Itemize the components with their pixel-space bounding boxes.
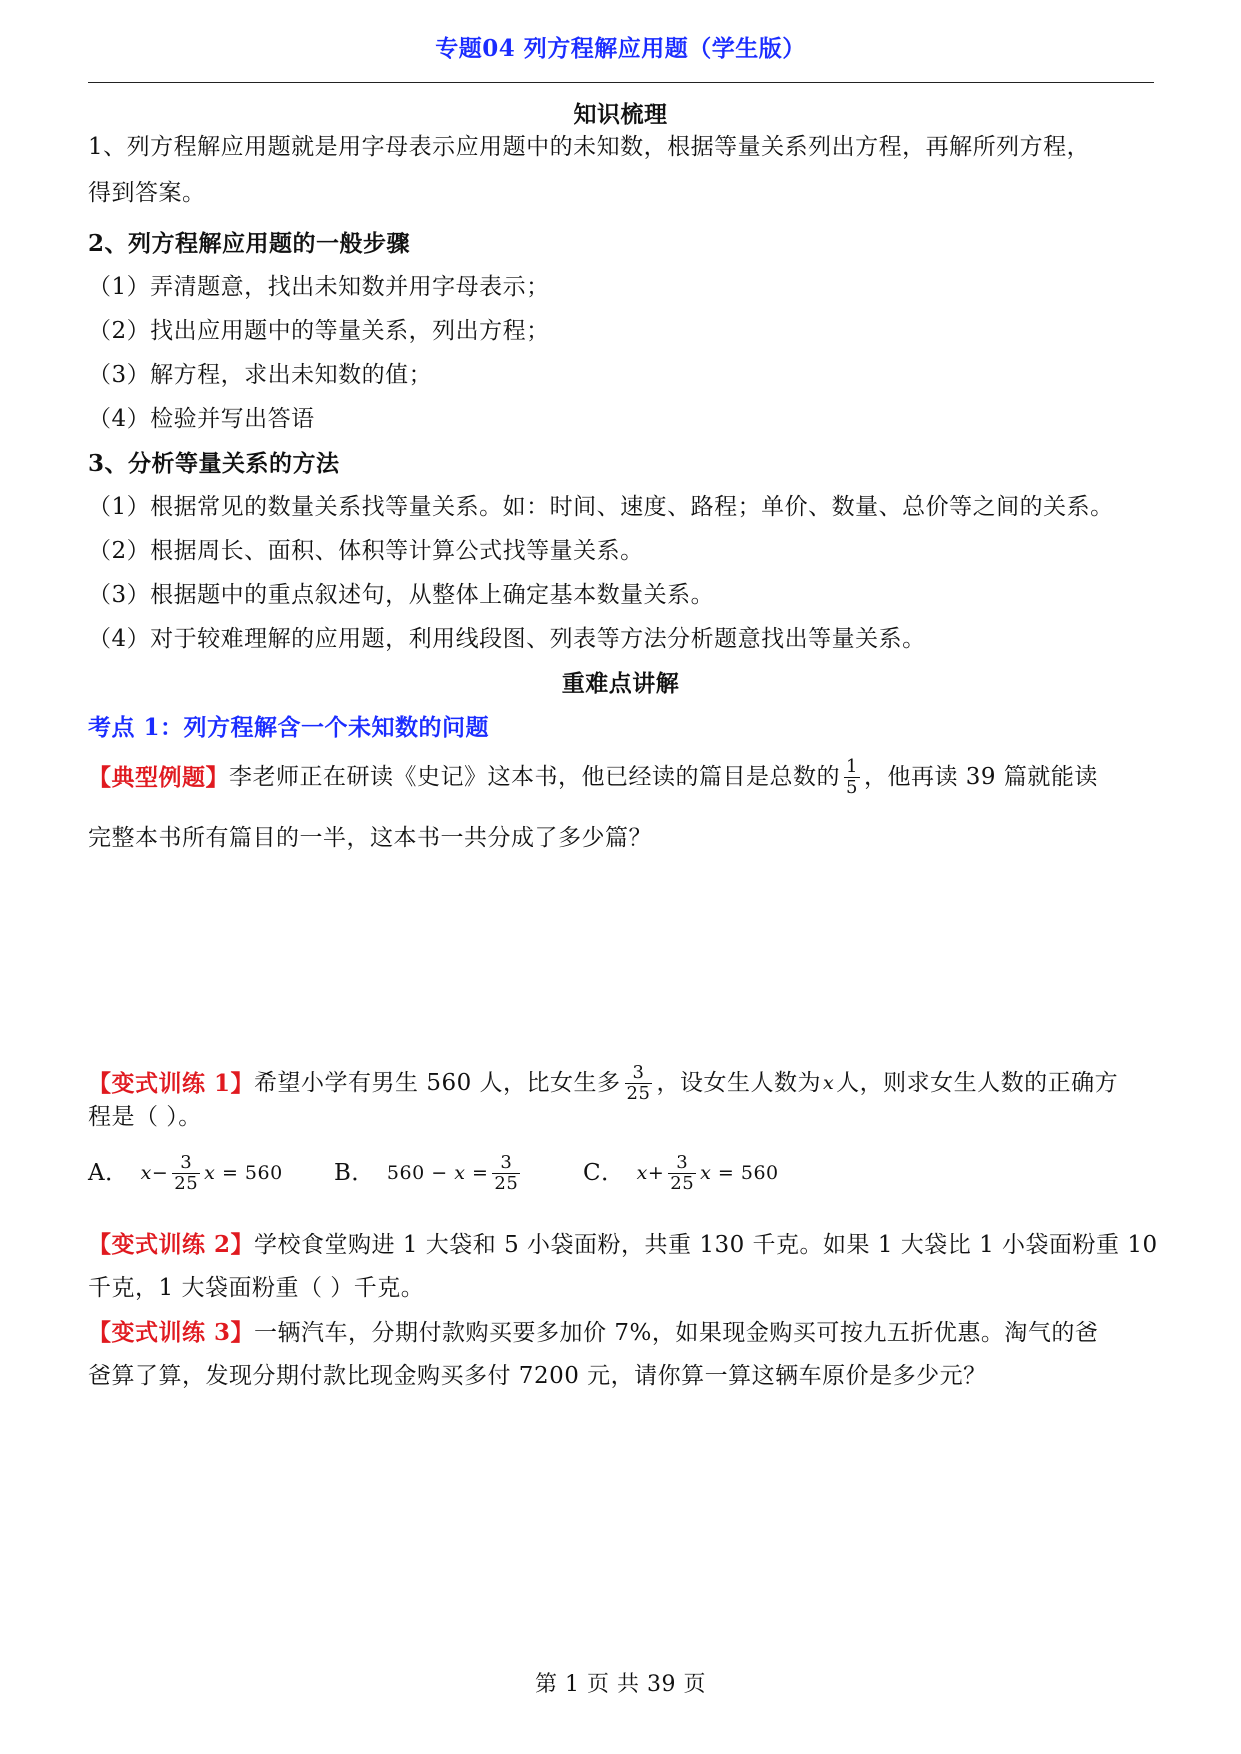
variant3-text: 一辆汽车，分期付款购买要多加价 7%，如果现金购买可按九五折优惠。淘气的爸 <box>254 1320 1099 1346</box>
knowledge-p1-line1: 1、列方程解应用题就是用字母表示应用题中的未知数，根据等量关系列出方程，再解所列方程， <box>88 134 1091 160</box>
variant2-line2: 千克，1 大袋面粉重（ ）千克。 <box>88 1275 425 1301</box>
step-item: （4）检验并写出答语 <box>88 406 315 432</box>
knowledge-p1-line2: 得到答案。 <box>88 180 206 206</box>
variant1-tag: 【变式训练 1】 <box>88 1069 255 1097</box>
variable-x: x <box>636 1161 648 1184</box>
operator: − <box>151 1161 169 1184</box>
example-line1 <box>88 742 1098 812</box>
variable-x: x <box>700 1161 712 1184</box>
option-b-label: B． <box>334 1159 375 1186</box>
fraction-three-25 <box>625 1063 653 1104</box>
fraction-numerator: 3 <box>500 1151 513 1173</box>
example-text-b: ，他再读 39 篇就能读 <box>863 763 1098 790</box>
knowledge-heading-3: 3、分析等量关系的方法 <box>88 450 340 477</box>
method-item: （3）根据题中的重点叙述句，从整体上确定基本数量关系。 <box>88 582 715 608</box>
variant1-line1 <box>88 1048 1118 1118</box>
option-b-expr <box>386 1161 489 1184</box>
option-c[interactable] <box>583 1146 779 1200</box>
option-c-expr <box>636 1161 665 1184</box>
variable-x: x <box>204 1161 216 1184</box>
fraction-three-25 <box>172 1153 200 1194</box>
equation-rhs: = 560 <box>717 1161 779 1184</box>
variant3-line2: 爸算了算，发现分期付款比现金购买多付 7200 元，请你算一算这辆车原价是多少元？ <box>88 1363 987 1389</box>
method-item: （2）根据周长、面积、体积等计算公式找等量关系。 <box>88 538 644 564</box>
equation-lhs: 560 − <box>386 1161 448 1184</box>
section-title-knowledge: 知识梳理 <box>573 101 668 128</box>
operator: = <box>471 1161 489 1184</box>
fraction-three-25 <box>668 1153 696 1194</box>
page-title: 专题04 列方程解应用题（学生版） <box>435 35 806 62</box>
fraction-numerator: 3 <box>676 1151 689 1173</box>
fraction-three-25 <box>492 1153 520 1194</box>
fraction-numerator: 3 <box>180 1151 193 1173</box>
example-text-a: 李老师正在研读《史记》这本书，他已经读的篇目是总数的 <box>229 763 840 790</box>
variant1-text-b: ，设女生人数为 <box>656 1069 821 1096</box>
variable-x: x <box>822 1071 835 1094</box>
option-c-label: C． <box>583 1159 625 1186</box>
fraction-denominator: 5 <box>846 776 858 798</box>
method-item: （1）根据常见的数量关系找等量关系。如：时间、速度、路程；单价、数量、总价等之间的关系。 <box>88 494 1114 520</box>
fraction-numerator: 1 <box>846 755 858 777</box>
header-divider <box>88 82 1154 83</box>
variant2-line1 <box>88 1233 1158 1257</box>
step-item: （1）弄清题意，找出未知数并用字母表示； <box>88 274 550 300</box>
variant3-tag: 【变式训练 3】 <box>88 1319 255 1346</box>
variable-x: x <box>140 1161 152 1184</box>
variant2-text: 学校食堂购进 1 大袋和 5 小袋面粉，共重 130 千克。如果 1 大袋比 1 小袋面粉重 10 <box>254 1232 1158 1258</box>
option-a-label: A． <box>88 1159 129 1186</box>
option-b[interactable] <box>334 1146 524 1200</box>
fraction-one-fifth <box>844 757 860 798</box>
variant3-line1 <box>88 1321 1098 1345</box>
variant1-text-c: 人，则求女生人数的正确方 <box>836 1069 1119 1096</box>
fraction-denominator: 25 <box>494 1172 519 1194</box>
knowledge-heading-2: 2、列方程解应用题的一般步骤 <box>88 230 411 257</box>
example-tag: 【典型例题】 <box>88 763 229 791</box>
step-item: （3）解方程，求出未知数的值； <box>88 362 433 388</box>
equation-rhs: = 560 <box>221 1161 283 1184</box>
section-title-key-points: 重难点讲解 <box>561 670 680 697</box>
operator: + <box>647 1161 665 1184</box>
variable-x: x <box>454 1161 466 1184</box>
page-footer: 第 1 页 共 39 页 <box>535 1672 706 1697</box>
option-a-expr <box>140 1161 169 1184</box>
example-line2: 完整本书所有篇目的一半，这本书一共分成了多少篇？ <box>88 825 652 851</box>
fraction-denominator: 25 <box>174 1172 199 1194</box>
variant1-text-a: 希望小学有男生 560 人，比女生多 <box>254 1069 621 1096</box>
fraction-denominator: 25 <box>626 1082 651 1104</box>
option-a[interactable] <box>88 1146 283 1200</box>
variant1-line2: 程是（ ）。 <box>88 1104 202 1130</box>
variant2-tag: 【变式训练 2】 <box>88 1231 255 1258</box>
method-item: （4）对于较难理解的应用题，利用线段图、列表等方法分析题意找出等量关系。 <box>88 626 926 652</box>
kaodian-heading: 考点 1：列方程解含一个未知数的问题 <box>88 714 490 741</box>
fraction-numerator: 3 <box>632 1061 645 1083</box>
step-item: （2）找出应用题中的等量关系，列出方程； <box>88 318 550 344</box>
fraction-denominator: 25 <box>670 1172 695 1194</box>
